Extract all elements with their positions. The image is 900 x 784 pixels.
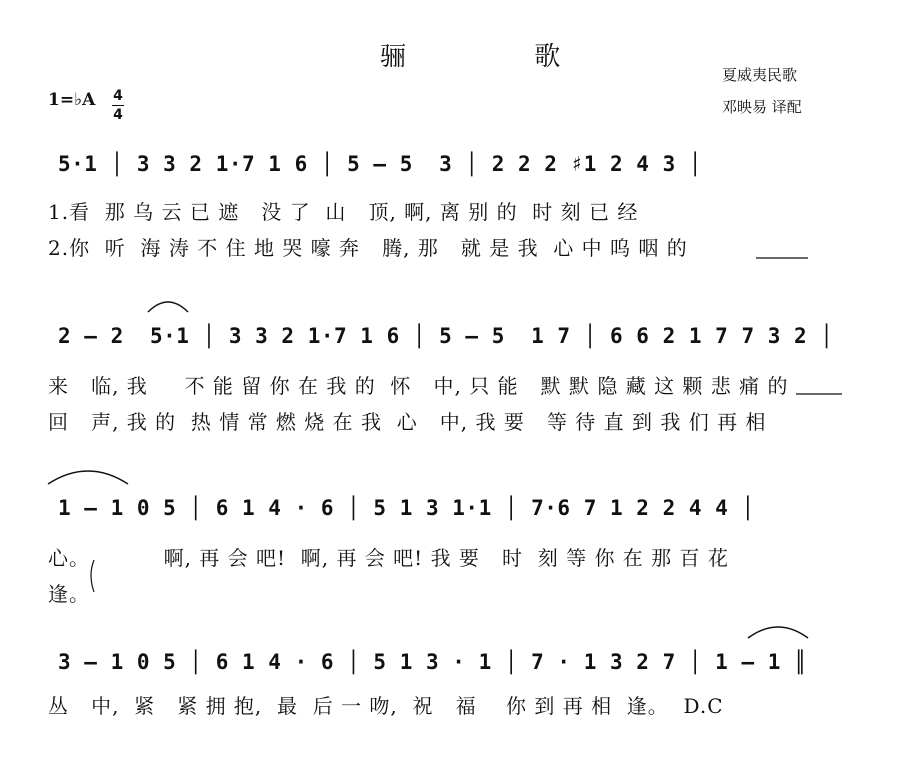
notation-row-1: 5·1 │ 3 3 2 1·7 1 6 │ 5 – 5 3 │ 2 2 2 ♯1 2 4 3 │ xyxy=(58,152,703,176)
time-signature-bottom: 4 xyxy=(113,107,123,123)
notation-row-2: 2 – 2 5·1 │ 3 3 2 1·7 1 6 │ 5 – 5 1 7 │ 6 6 2 1 7 7 3 2 │ xyxy=(58,324,834,348)
slur-row-3 xyxy=(48,471,128,484)
origin-credit: 夏威夷民歌 xyxy=(722,66,798,84)
lyrics-row-1-verse-2: 2.你 听 海 涛 不 住 地 哭 嚎 奔 腾, 那 就 是 我 心 中 呜 咽 的 xyxy=(48,236,688,260)
lyrics-row-2-verse-1: 来 临, 我 不 能 留 你 在 我 的 怀 中, 只 能 默 默 隐 藏 这 颗 悲 痛 的 xyxy=(48,374,789,398)
lyrics-row-3-verse-2: 逢。 xyxy=(48,582,90,606)
notation-row-3: 1 – 1 0 5 │ 6 1 4 · 6 │ 5 1 3 1·1 │ 7·6 7 1 2 2 4 4 │ xyxy=(58,496,755,520)
lyrics-row-3-verse-1: 心。 啊, 再 会 吧! 啊, 再 会 吧! 我 要 时 刻 等 你 在 那 百 花 xyxy=(48,546,729,570)
key-signature: 1=♭A xyxy=(48,90,96,110)
lyrics-row-4-verse-1: 丛 中, 紧 紧 拥 抱, 最 后 一 吻, 祝 福 你 到 再 相 逢。 D.C xyxy=(48,694,724,718)
repeat-bracket xyxy=(91,560,94,592)
translator-credit: 邓映易 译配 xyxy=(722,98,802,116)
time-signature-top: 4 xyxy=(113,88,123,104)
slur-row-2 xyxy=(148,302,188,312)
slur-row-4 xyxy=(748,627,808,638)
notation-row-4: 3 – 1 0 5 │ 6 1 4 · 6 │ 5 1 3 · 1 │ 7 · 1 3 2 7 │ 1 – 1 ║ xyxy=(58,650,808,674)
lyrics-row-2-verse-2: 回 声, 我 的 热 情 常 燃 烧 在 我 心 中, 我 要 等 待 直 到 我 们 再 相 xyxy=(48,410,767,434)
song-title: 骊 歌 xyxy=(380,42,621,72)
lyrics-row-1-verse-1: 1.看 那 乌 云 已 遮 没 了 山 顶, 啊, 离 别 的 时 刻 已 经 xyxy=(48,200,639,224)
